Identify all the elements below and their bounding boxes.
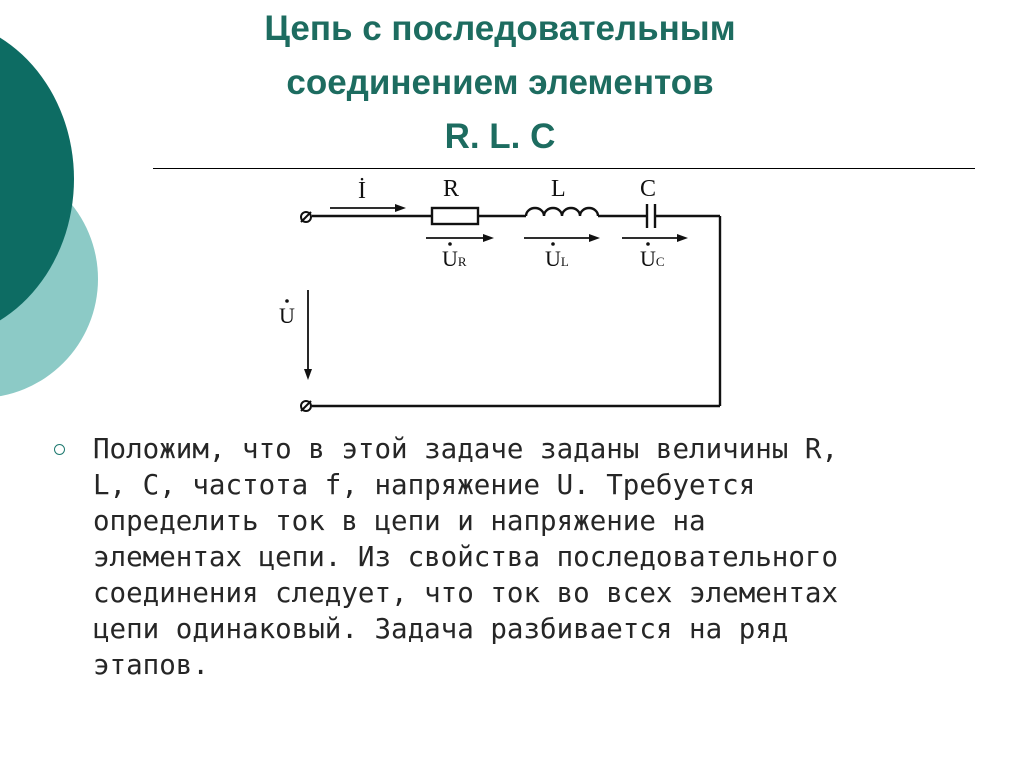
- ul-label: [545, 246, 569, 271]
- ur-main: U: [442, 246, 458, 271]
- uc-arrowhead: [677, 234, 688, 242]
- hollow-circle-bullet-icon: [54, 444, 65, 455]
- ur-label: [442, 246, 467, 271]
- paragraph-line: Положим, что в этой задаче заданы величины R,: [93, 433, 839, 465]
- rlc-circuit-diagram: [270, 170, 750, 418]
- u-label: U: [279, 303, 295, 328]
- ul-arrowhead: [589, 234, 600, 242]
- terminal-bottom: [301, 401, 311, 411]
- title-divider: [153, 168, 975, 169]
- resistor-label: R: [443, 176, 460, 202]
- inductor-label: L: [551, 176, 566, 202]
- title-line: соединением элементов: [286, 63, 714, 102]
- bullet-paragraph: [93, 431, 998, 683]
- paragraph-line: соединения следует, что ток во всех элементах: [93, 577, 839, 609]
- capacitor-label: C: [640, 176, 657, 202]
- terminal-top: [301, 212, 311, 222]
- ul-sub: L: [560, 254, 569, 269]
- uc-label: [640, 246, 665, 271]
- uc-sub: C: [655, 254, 665, 269]
- paragraph-line: определить ток в цепи и напряжение на: [93, 505, 706, 537]
- ur-arrowhead: [483, 234, 494, 242]
- paragraph-line: цепи одинаковый. Задача разбивается на ряд: [93, 613, 789, 645]
- title-line: R. L. C: [444, 117, 556, 156]
- uc-main: U: [640, 246, 656, 271]
- current-arrowhead: [395, 204, 406, 212]
- title-line: Цепь с последовательным: [264, 9, 736, 48]
- paragraph-line: L, C, частота f, напряжение U. Требуется: [93, 469, 756, 501]
- resistor: [432, 208, 478, 224]
- paragraph-line: элементах цепи. Из свойства последовательного: [93, 541, 839, 573]
- ul-main: U: [545, 246, 561, 271]
- current-label: İ: [358, 178, 366, 204]
- ur-sub: R: [457, 254, 467, 269]
- slide-title: [140, 2, 860, 164]
- paragraph-line: этапов.: [93, 649, 209, 681]
- u-arrowhead: [304, 369, 312, 380]
- inductor-coil: [526, 208, 598, 216]
